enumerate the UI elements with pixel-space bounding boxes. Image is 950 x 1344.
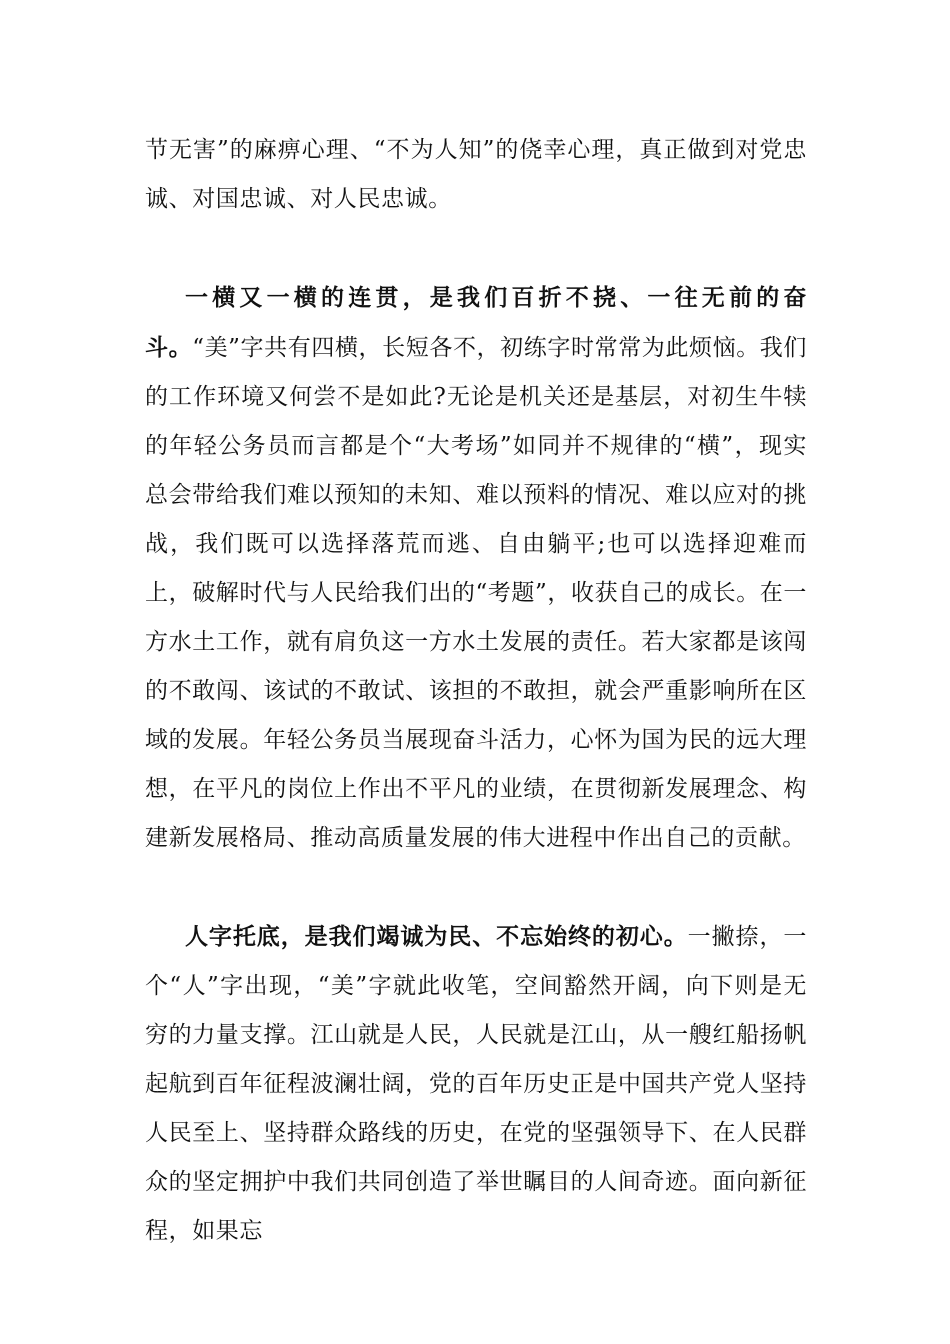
paragraph-gap <box>145 863 807 912</box>
paragraph-1-text: 节无害”的麻痹心理、“不为人知”的侥幸心理，真正做到对党忠诚、对国忠诚、对人民忠诚。 <box>145 137 807 212</box>
paragraph-2-text: “美”字共有四横，长短各不，初练字时常常为此烦恼。我们的工作环境又何尝不是如此?无论是机关还是基层，对初生牛犊的年轻公务员而言都是个“大考场”如同并不规律的“横”，现实总会带给我们难以预知的未知、难以预料的情况、难以应对的挑战，我们既可以选择落荒而逃、自由躺平;也可以选择迎难而上，破解时代与人民给我们出的“考题”，收获自己的成长。在一方水土工作，就有肩负这一方水土发展的责任。若大家都是该闯的不敢闯、该试的不敢试、该担的不敢担，就会严重影响所在区域的发展。年轻公务员当展现奋斗活力，心怀为国为民的远大理想，在平凡的岗位上作出不平凡的业绩，在贯彻新发展理念、构建新发展格局、推动高质量发展的伟大进程中作出自己的贡献。 <box>145 335 808 851</box>
paragraph-1 <box>145 126 807 224</box>
paragraph-2 <box>145 273 807 863</box>
document-page <box>145 126 807 1256</box>
paragraph-3 <box>145 912 807 1256</box>
paragraph-3-text: 一撇捺，一个“人”字出现，“美”字就此收笔，空间豁然开阔，向下则是无穷的力量支撑。江山就是人民，人民就是江山，从一艘红船扬帆起航到百年征程波澜壮阔，党的百年历史正是中国共产党人坚持人民至上、坚持群众路线的历史，在党的坚强领导下、在人民群众的坚定拥护中我们共同创造了举世瞩目的人间奇迹。面向新征程，如果忘 <box>145 924 807 1244</box>
paragraph-3-lead: 人字托底，是我们竭诚为民、不忘始终的初心。 <box>185 923 688 950</box>
paragraph-gap <box>145 224 807 273</box>
paragraph-2-lead: 一横又一横的连贯，是我们百折不挠、一往无前的奋斗。 <box>145 284 807 361</box>
